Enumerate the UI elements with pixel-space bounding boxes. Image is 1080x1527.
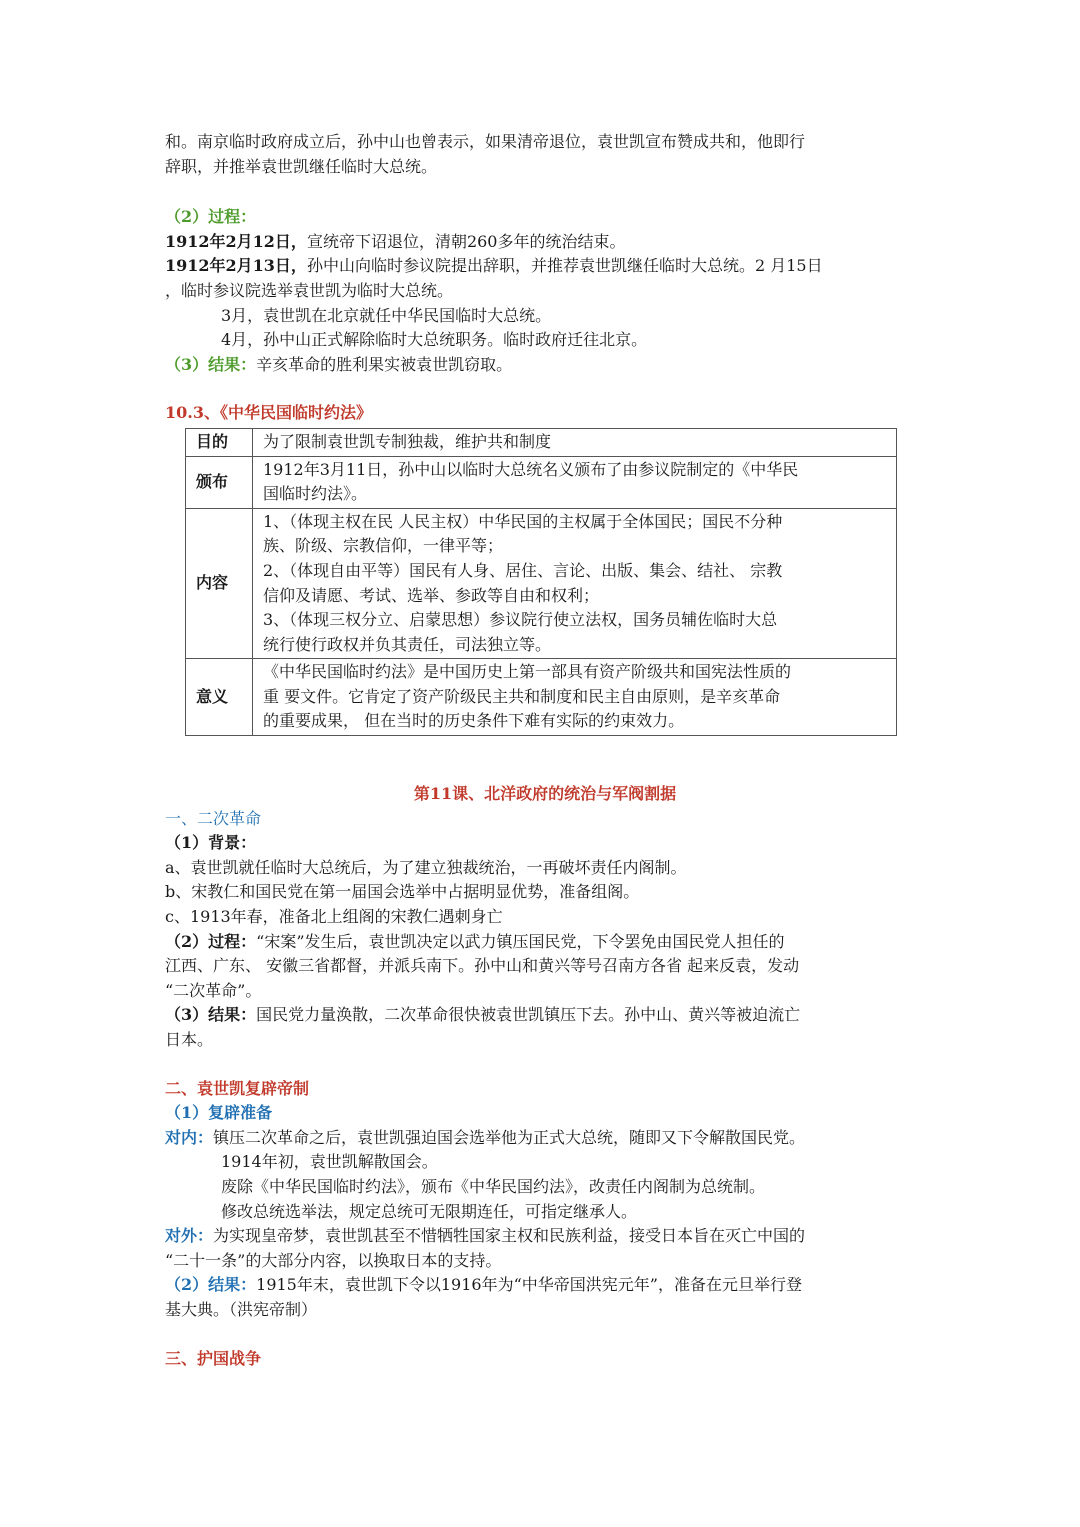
result-label: （2）结果： xyxy=(165,1275,257,1295)
law-row-line: 重 要文件。它肯定了资产阶级民主共和制度和民主自由原则，是辛亥革命 xyxy=(263,686,781,706)
process-text: 宣统帝下诏退位，清朝260多年的统治结束。 xyxy=(306,231,626,251)
law-row-label: 目的 xyxy=(186,428,253,456)
law-table-row xyxy=(186,508,897,659)
foreign-label: 对外： xyxy=(165,1226,214,1246)
process-line: 4月，孙中山正式解除临时大总统职务。临时政府迁往北京。 xyxy=(221,330,648,350)
law-row-line: 3、（体现三权分立、启蒙思想）参议院行使立法权，国务员辅佐临时大总 xyxy=(263,610,778,630)
law-row-line: 《中华民国临时约法》是中国历史上第一部具有资产阶级共和国宪法性质的 xyxy=(263,662,792,682)
result-label: （3）结果： xyxy=(165,1005,257,1025)
lesson-title: 第11课、北洋政府的统治与军阀割据 xyxy=(413,784,677,804)
domestic-line: 废除《中华民国临时约法》，颁布《中华民国约法》，改责任内阁制为总统制。 xyxy=(221,1176,766,1196)
law-row-label: 意义 xyxy=(186,659,253,736)
law-row-line: 2、（体现自由平等）国民有人身、居住、言论、出版、集会、结社、 宗教 xyxy=(263,560,783,580)
list-item: b、宋教仁和国民党在第一届国会选举中占据明显优势，准备组阁。 xyxy=(165,882,640,902)
paragraph: 和。南京临时政府成立后，孙中山也曾表示，如果清帝退位，袁世凯宣布赞成共和，他即行 xyxy=(165,132,806,151)
process-text: “宋案”发生后，袁世凯决定以武力镇压国民党，下令罢免由国民党人担任的 xyxy=(256,931,785,951)
process-heading: （2）过程： xyxy=(165,207,257,227)
date-bold: 1912年2月12日， xyxy=(165,231,307,251)
process-paragraph: 江西、广东、 安徽三省都督，并派兵南下。孙中山和黄兴等号召南方各省 起来反袁，发动 xyxy=(165,956,800,976)
page-content xyxy=(165,130,925,1371)
section-title: 二、袁世凯复辟帝制 xyxy=(165,1078,310,1098)
law-table xyxy=(185,428,897,736)
law-row-content xyxy=(253,659,897,736)
law-table-row xyxy=(186,659,897,736)
law-row-content xyxy=(253,508,897,659)
process-paragraph: “二次革命”。 xyxy=(165,980,262,1000)
result-label: （3）结果： xyxy=(165,354,257,374)
result-paragraph xyxy=(165,1003,925,1028)
law-row-line: 1、（体现主权在民 人民主权）中华民国的主权属于全体国民；国民不分种 xyxy=(263,511,783,531)
domestic-line: 修改总统选举法，规定总统可无限期连任，可指定继承人。 xyxy=(221,1201,638,1221)
result-text: 辛亥革命的胜利果实被袁世凯窃取。 xyxy=(256,354,513,374)
law-row-label: 内容 xyxy=(186,508,253,659)
list-item: a、袁世凯就任临时大总统后，为了建立独裁统治，一再破坏责任内阁制。 xyxy=(165,857,687,877)
law-row-line: 为了限制袁世凯专制独裁，维护共和制度 xyxy=(263,431,552,451)
date-bold: 1912年2月13日， xyxy=(165,256,307,276)
law-row-line: 统行使行政权并负其责任，司法独立等。 xyxy=(263,634,552,654)
law-row-line: 1912年3月11日，孙中山以临时大总统名义颁布了由参议院制定的《中华民 xyxy=(263,459,799,479)
law-row-line: 的重要成果， 但在当时的历史条件下难有实际的约束效力。 xyxy=(263,711,685,731)
result-paragraph: 基大典。（洪宪帝制） xyxy=(165,1299,318,1319)
list-item: c、1913年春，准备北上组阁的宋教仁遇刺身亡 xyxy=(165,907,503,927)
section-title: 一、二次革命 xyxy=(165,808,262,828)
process-line: 3月，袁世凯在北京就任中华民国临时大总统。 xyxy=(221,305,552,325)
process-line: ，临时参议院选举袁世凯为临时大总统。 xyxy=(165,280,454,300)
subsection-title: （1）复辟准备 xyxy=(165,1103,273,1123)
result-line xyxy=(165,353,925,378)
result-paragraph xyxy=(165,1273,925,1298)
process-line xyxy=(165,230,925,255)
result-text: 国民党力量涣散，二次革命很快被袁世凯镇压下去。孙中山、黄兴等被迫流亡 xyxy=(256,1005,801,1025)
foreign-paragraph: “二十一条”的大部分内容，以换取日本的支持。 xyxy=(165,1250,502,1270)
process-paragraph xyxy=(165,930,925,955)
law-row-line: 信仰及请愿、考试、选举、参政等自由和权利； xyxy=(263,585,600,605)
result-text: 1915年末，袁世凯下令以1916年为“中华帝国洪宪元年”，准备在元旦举行登 xyxy=(256,1275,802,1295)
section-title: 三、护国战争 xyxy=(165,1348,262,1368)
law-row-label: 颁布 xyxy=(186,456,253,508)
process-label: （2）过程： xyxy=(165,931,257,951)
domestic-line: 1914年初，袁世凯解散国会。 xyxy=(221,1152,438,1172)
law-title: 10.3、《中华民国临时约法》 xyxy=(165,403,372,423)
process-line xyxy=(165,254,925,279)
law-table-row xyxy=(186,428,897,456)
foreign-text: 为实现皇帝梦，袁世凯甚至不惜牺牲国家主权和民族利益，接受日本旨在灭亡中国的 xyxy=(213,1226,806,1246)
domestic-text: 镇压二次革命之后，袁世凯强迫国会选举他为正式大总统，随即又下令解散国民党。 xyxy=(213,1127,806,1147)
law-row-line: 族、阶级、宗教信仰，一律平等； xyxy=(263,536,504,556)
law-row-content xyxy=(253,456,897,508)
law-table-row xyxy=(186,456,897,508)
law-row-content xyxy=(253,428,897,456)
result-paragraph: 日本。 xyxy=(165,1030,214,1049)
paragraph: 辞职，并推举袁世凯继任临时大总统。 xyxy=(165,156,438,176)
process-text: 孙中山向临时参议院提出辞职，并推荐袁世凯继任临时大总统。2 月15日 xyxy=(306,256,823,276)
domestic-paragraph xyxy=(165,1126,925,1151)
domestic-label: 对内： xyxy=(165,1127,214,1147)
foreign-paragraph xyxy=(165,1224,925,1249)
law-row-line: 国临时约法》。 xyxy=(263,484,368,504)
background-heading: （1）背景： xyxy=(165,833,257,853)
